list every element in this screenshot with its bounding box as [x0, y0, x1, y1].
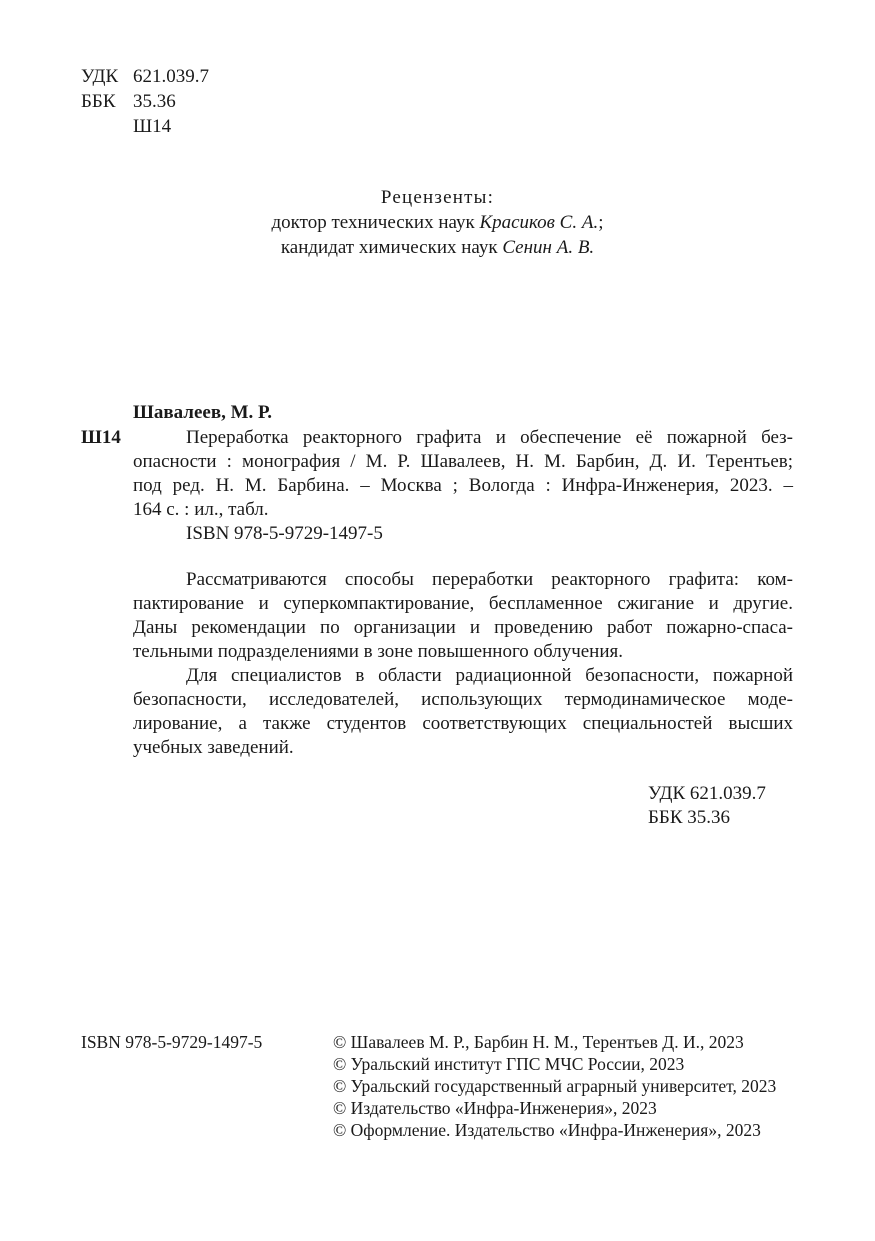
- reviewer-1-name: Красиков С. А.: [479, 212, 599, 233]
- udk-bottom: УДК 621.039.7: [648, 783, 766, 804]
- author-heading: Шавалеев, М. Р.: [133, 402, 272, 423]
- abstract-p2-line-4: учебных заведений.: [133, 737, 294, 758]
- abstract-p1-line-4: тельными подразделениями в зоне повышенного облучения.: [133, 641, 624, 662]
- author-mark: Ш14: [133, 116, 172, 137]
- reviewer-1-prefix: доктор технических наук: [271, 212, 480, 233]
- copyright-line: © Уральский государственный аграрный университет, 2023: [333, 1076, 777, 1096]
- bib-mark: Ш14: [81, 427, 121, 448]
- bbk-label: ББК: [81, 91, 116, 112]
- bib-line-2: опасности : монография / М. Р. Шавалеев, Н. М. Барбин, Д. И. Терентьев;: [133, 451, 793, 472]
- footer-isbn: ISBN 978-5-9729-1497-5: [81, 1032, 263, 1052]
- bib-line-3: под ред. Н. М. Барбина. – Москва ; Вологда : Инфра-Инженерия, 2023. –: [133, 475, 793, 496]
- reviewer-2-prefix: кандидат химических наук: [280, 237, 503, 258]
- abstract-p1-line-2: пактирование и суперкомпактирование, беспламенное сжигание и другие.: [133, 593, 793, 614]
- abstract-p2-line-3: лирование, а также студентов соответствующих специальностей высших: [133, 713, 793, 734]
- reviewer-1-suffix: ;: [598, 212, 604, 233]
- abstract-p2-line-2: безопасности, исследователей, использующих термодинамическое моде-: [133, 689, 793, 710]
- udk-label: УДК: [81, 66, 119, 87]
- reviewers-heading: Рецензенты:: [380, 187, 495, 208]
- copyright-line: © Издательство «Инфра-Инженерия», 2023: [333, 1098, 657, 1118]
- reviewer-2-name: Сенин А. В.: [502, 237, 595, 258]
- abstract-p1-line-1: Рассматриваются способы переработки реакторного графита: ком-: [186, 569, 793, 590]
- bib-line-4: 164 с. : ил., табл.: [133, 499, 269, 520]
- abstract-p2-line-1: Для специалистов в области радиационной безопасности, пожарной: [186, 665, 793, 686]
- copyright-line: © Уральский институт ГПС МЧС России, 2023: [333, 1054, 685, 1074]
- udk-value: 621.039.7: [133, 66, 209, 87]
- abstract-p1-line-3: Даны рекомендации по организации и проведению работ пожарно-спаса-: [133, 617, 793, 638]
- reviewer-1: [0, 212, 875, 234]
- bbk-value: 35.36: [133, 91, 176, 112]
- bbk-bottom: ББК 35.36: [648, 807, 730, 828]
- copyright-line: © Оформление. Издательство «Инфра-Инженерия», 2023: [333, 1120, 761, 1140]
- reviewer-2: [0, 237, 875, 259]
- bib-line-1: Переработка реакторного графита и обеспечение её пожарной без-: [186, 427, 793, 448]
- bib-isbn: ISBN 978-5-9729-1497-5: [186, 523, 383, 544]
- copyright-line: © Шавалеев М. Р., Барбин Н. М., Терентьев Д. И., 2023: [333, 1032, 744, 1052]
